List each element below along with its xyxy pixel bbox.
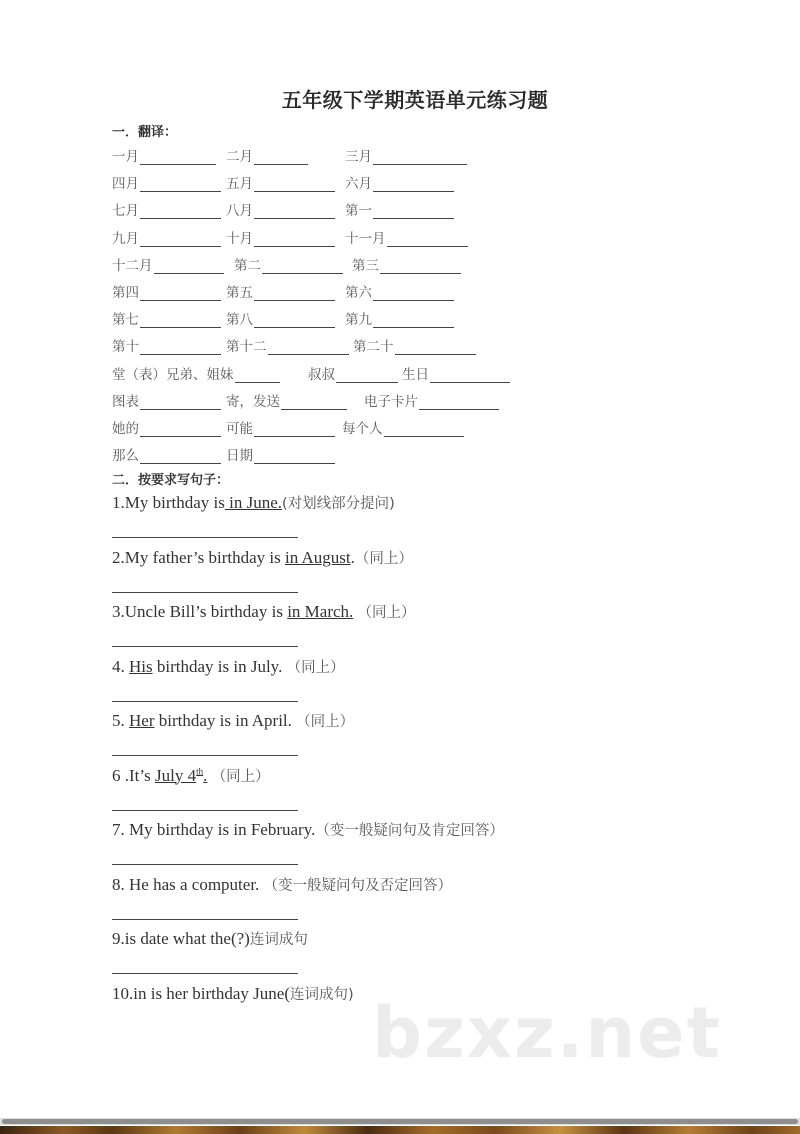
answer-blank[interactable] [140, 203, 221, 219]
vocab-label: 五月 [226, 176, 253, 193]
question-7 [112, 819, 504, 840]
vocab-label: 第一 [345, 203, 372, 220]
vocab-item [112, 172, 221, 192]
answer-blank[interactable] [154, 258, 224, 274]
answer-blank[interactable] [373, 176, 454, 192]
vocab-label: 第七 [112, 312, 139, 329]
watermark: bzxz.net [372, 992, 723, 1074]
question-instruction: (对划线部分提问) [282, 496, 395, 512]
answer-blank[interactable] [395, 339, 476, 355]
question-underlined: in June. [224, 493, 282, 512]
question-underlined: in March. [287, 602, 354, 621]
horizontal-scrollbar[interactable] [0, 1118, 800, 1125]
question-suffix: . [350, 547, 355, 567]
vocab-label: 第二 [234, 257, 261, 274]
question-prefix: 7. My birthday is in February. [112, 820, 316, 839]
answer-line[interactable] [112, 810, 298, 811]
vocab-item [353, 335, 476, 355]
question-underlined: His [129, 656, 153, 676]
answer-line[interactable] [112, 973, 298, 974]
answer-blank[interactable] [262, 258, 343, 274]
answer-blank[interactable] [380, 258, 461, 274]
vocab-item [402, 363, 510, 383]
question-suffix: birthday is in July. [152, 656, 287, 676]
question-9 [112, 928, 308, 949]
question-5 [112, 710, 354, 731]
answer-blank[interactable] [254, 149, 308, 165]
question-prefix: 10.in is her birthday June( [112, 983, 290, 1003]
answer-blank[interactable] [384, 421, 464, 437]
vocab-label: 第四 [112, 285, 139, 301]
question-underlined: Her [129, 711, 155, 730]
question-prefix: 8. He has a computer. [112, 874, 264, 894]
question-2 [112, 547, 413, 568]
answer-blank[interactable] [373, 285, 454, 301]
question-6 [112, 765, 270, 786]
vocab-label: 一月 [112, 149, 139, 165]
question-instruction: （同上） [354, 550, 413, 567]
vocab-item [364, 390, 499, 410]
answer-blank[interactable] [140, 285, 221, 301]
question-4 [112, 656, 345, 677]
vocab-label: 可能 [226, 421, 253, 437]
vocab-label: 四月 [112, 176, 139, 193]
section-2-heading: 二．按要求写句子： [112, 473, 230, 488]
vocab-label: 电子卡片 [364, 393, 418, 410]
question-instruction: （同上） [296, 714, 355, 730]
vocab-item [112, 254, 224, 274]
vocab-item [226, 145, 308, 165]
vocab-item [226, 227, 335, 247]
answer-blank[interactable] [387, 231, 468, 247]
vocab-label: 第九 [345, 312, 372, 329]
answer-blank[interactable] [140, 176, 221, 192]
vocab-label: 日期 [226, 448, 253, 465]
vocab-item [345, 172, 454, 192]
question-underlined: July 4 [154, 765, 197, 785]
worksheet-title: 五年级下学期英语单元练习题 [281, 88, 549, 112]
vocab-label: 第八 [226, 312, 253, 329]
vocab-label: 六月 [345, 176, 372, 193]
answer-line[interactable] [112, 592, 298, 593]
vocab-item [226, 444, 335, 464]
question-instruction: （同上） [286, 659, 345, 676]
answer-blank[interactable] [140, 421, 221, 437]
answer-blank[interactable] [254, 312, 335, 328]
vocab-item [112, 417, 221, 437]
vocab-item [226, 172, 335, 192]
vocab-label: 十二月 [112, 257, 153, 274]
vocab-label: 她的 [112, 421, 139, 437]
answer-blank[interactable] [373, 149, 467, 165]
answer-blank[interactable] [373, 203, 454, 219]
answer-blank[interactable] [430, 367, 510, 383]
question-prefix: 2.My father’s birthday is [112, 547, 285, 567]
answer-blank[interactable] [140, 231, 221, 247]
answer-blank[interactable] [235, 367, 280, 383]
vocab-item [345, 199, 454, 219]
vocab-label: 二月 [226, 149, 253, 165]
vocab-item [112, 390, 221, 410]
vocab-item [342, 417, 464, 437]
vocab-label: 叔叔 [308, 366, 335, 383]
vocab-item [234, 254, 343, 274]
vocab-label: 八月 [226, 203, 253, 220]
vocab-item [352, 254, 461, 274]
vocab-label: 第六 [345, 285, 372, 301]
answer-blank[interactable] [140, 339, 221, 355]
answer-line[interactable] [112, 919, 298, 920]
question-sup: th [196, 765, 204, 776]
answer-blank[interactable] [254, 176, 335, 192]
answer-blank[interactable] [419, 394, 499, 410]
vocab-item [226, 390, 347, 410]
vocab-label: 三月 [345, 149, 372, 165]
vocab-label: 生日 [402, 366, 429, 383]
vocab-item [226, 199, 335, 219]
vocab-item [112, 145, 216, 165]
vocab-item [112, 444, 221, 464]
vocab-item [308, 363, 398, 383]
question-8 [112, 874, 452, 895]
question-suffix: birthday is in April. [154, 711, 297, 730]
question-instruction: （变一般疑问句及否定回答） [263, 877, 453, 894]
answer-blank[interactable] [254, 203, 335, 219]
vocab-label: 堂（表）兄弟、姐妹 [112, 366, 234, 383]
vocab-item [112, 363, 280, 383]
answer-blank[interactable] [140, 448, 221, 464]
question-prefix: 6 .It’s [112, 765, 155, 785]
vocab-item [226, 335, 349, 355]
answer-line[interactable] [112, 864, 298, 865]
question-instruction: 连词成句) [290, 986, 354, 1003]
vocab-label: 第十二 [226, 339, 267, 356]
answer-blank[interactable] [281, 394, 347, 410]
vocab-item [226, 308, 335, 328]
vocab-item [112, 281, 221, 301]
answer-blank[interactable] [140, 394, 221, 410]
question-instruction: 连词成句 [249, 932, 308, 948]
vocab-label: 图表 [112, 393, 139, 410]
vocab-label: 七月 [112, 203, 139, 220]
answer-blank[interactable] [254, 448, 335, 464]
question-instruction: （变一般疑问句及肯定回答） [315, 823, 504, 839]
question-1 [112, 492, 395, 513]
question-3 [112, 601, 416, 622]
vocab-item [112, 308, 221, 328]
question-prefix: 1.My birthday is [112, 493, 225, 512]
vocab-item [112, 335, 221, 355]
question-prefix: 5. [112, 711, 129, 730]
vocab-label: 第二十 [353, 339, 394, 356]
answer-blank[interactable] [254, 231, 335, 247]
answer-blank[interactable] [336, 367, 398, 383]
vocab-item [226, 417, 335, 437]
vocab-label: 那么 [112, 448, 139, 465]
answer-line[interactable] [112, 701, 298, 702]
vocab-label: 第十 [112, 339, 139, 356]
question-prefix: 3.Uncle Bill’s birthday is [112, 602, 288, 621]
answer-line[interactable] [112, 646, 298, 647]
answer-blank[interactable] [140, 312, 221, 328]
vocab-item [345, 308, 454, 328]
vocab-label: 每个人 [342, 421, 383, 437]
vocab-item [345, 281, 454, 301]
question-underlined-tail: . [203, 765, 208, 785]
question-10 [112, 983, 354, 1004]
question-prefix: 4. [112, 656, 129, 676]
answer-blank[interactable] [140, 149, 216, 165]
question-instruction: （同上） [357, 605, 416, 621]
question-underlined: in August [284, 547, 351, 567]
scrollbar-thumb[interactable] [2, 1119, 798, 1124]
answer-line[interactable] [112, 755, 298, 756]
question-instruction: （同上） [211, 768, 270, 785]
answer-blank[interactable] [254, 285, 335, 301]
vocab-label: 第五 [226, 285, 253, 301]
answer-blank[interactable] [254, 421, 335, 437]
vocab-item [345, 227, 468, 247]
vocab-label: 寄，发送 [226, 393, 280, 410]
vocab-item [112, 227, 221, 247]
vocab-label: 九月 [112, 230, 139, 247]
answer-line[interactable] [112, 537, 298, 538]
vocab-item [112, 199, 221, 219]
question-prefix: 9.is date what the(?) [112, 929, 250, 948]
vocab-label: 十一月 [345, 230, 386, 247]
vocab-item [345, 145, 467, 165]
background-strip [0, 1126, 800, 1134]
vocab-item [226, 281, 335, 301]
section-1-heading: 一．翻译： [112, 125, 178, 140]
vocab-label: 十月 [226, 230, 253, 247]
answer-blank[interactable] [373, 312, 454, 328]
answer-blank[interactable] [268, 339, 349, 355]
vocab-label: 第三 [352, 257, 379, 274]
